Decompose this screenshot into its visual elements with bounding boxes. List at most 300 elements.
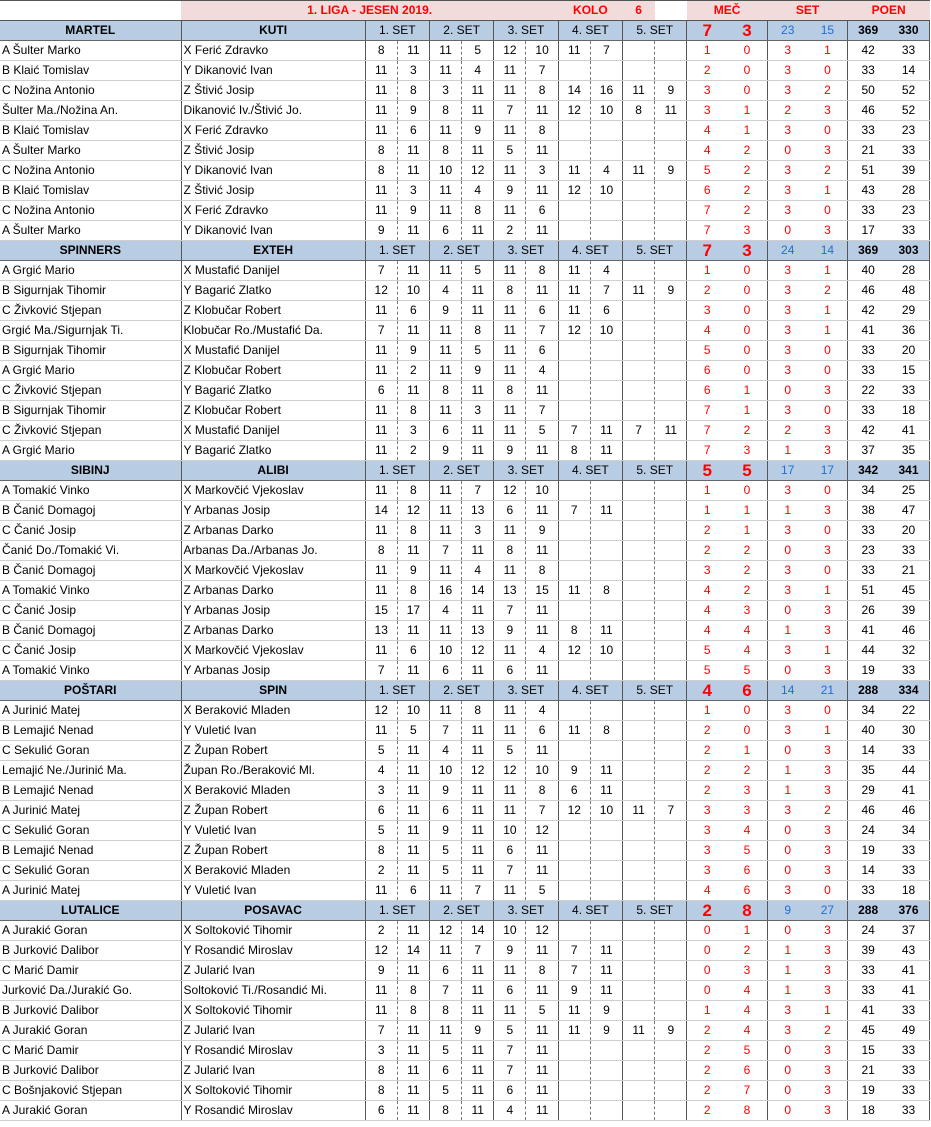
game-points-away: 33 — [888, 1101, 930, 1121]
away-player: Arbanas Da./Arbanas Jo. — [181, 541, 365, 561]
game-points-away: 25 — [888, 481, 930, 501]
set-score — [655, 721, 687, 741]
away-player: Y Arbanas Josip — [181, 661, 365, 681]
set-score: 6 — [526, 201, 558, 221]
game-sets-away: 1 — [808, 721, 848, 741]
set-score: 11 — [397, 741, 429, 761]
home-player: C Nožina Antonio — [0, 161, 181, 181]
game-sets-away: 3 — [808, 541, 848, 561]
game-row — [0, 581, 930, 601]
match-header-row — [0, 21, 930, 41]
set-score: 5 — [462, 341, 494, 361]
set-score: 7 — [365, 321, 397, 341]
running-match-home: 7 — [687, 421, 727, 441]
set-score: 11 — [494, 881, 526, 901]
away-player: Z Štivić Josip — [181, 141, 365, 161]
set-score: 9 — [494, 441, 526, 461]
set-score — [655, 1061, 687, 1081]
game-sets-away: 3 — [808, 441, 848, 461]
set-score: 7 — [494, 1061, 526, 1081]
running-match-home: 2 — [687, 781, 727, 801]
game-points-home: 51 — [848, 161, 888, 181]
running-match-away: 0 — [727, 41, 767, 61]
running-match-away: 0 — [727, 261, 767, 281]
match-total-home: 4 — [687, 681, 727, 701]
running-match-away: 4 — [727, 641, 767, 661]
game-points-home: 42 — [848, 301, 888, 321]
set-score: 11 — [623, 81, 655, 101]
set-score: 6 — [365, 381, 397, 401]
set-score: 11 — [526, 501, 558, 521]
set-score: 8 — [397, 401, 429, 421]
game-row — [0, 121, 930, 141]
game-sets-away: 3 — [808, 1041, 848, 1061]
set-score: 7 — [494, 861, 526, 881]
running-match-home: 6 — [687, 361, 727, 381]
set-score — [655, 701, 687, 721]
game-sets-home: 0 — [767, 741, 807, 761]
set-score: 11 — [623, 161, 655, 181]
game-row — [0, 261, 930, 281]
set-score — [558, 341, 590, 361]
set-score: 11 — [558, 261, 590, 281]
game-sets-away: 3 — [808, 661, 848, 681]
set-score: 7 — [526, 61, 558, 81]
game-sets-away: 3 — [808, 101, 848, 121]
set-score — [623, 141, 655, 161]
set-score: 11 — [623, 1021, 655, 1041]
set-score — [655, 641, 687, 661]
set-score: 11 — [397, 781, 429, 801]
set-score: 12 — [526, 821, 558, 841]
set-score: 8 — [397, 981, 429, 1001]
set-score — [590, 361, 622, 381]
away-player: Y Bagarić Zlatko — [181, 441, 365, 461]
set-score: 6 — [526, 301, 558, 321]
set-score — [590, 141, 622, 161]
set-score — [623, 501, 655, 521]
away-player: Y Vuletić Ivan — [181, 821, 365, 841]
running-match-home: 5 — [687, 641, 727, 661]
game-points-home: 34 — [848, 481, 888, 501]
set-score — [590, 601, 622, 621]
home-team-name: SPINNERS — [0, 241, 181, 261]
game-points-home: 46 — [848, 101, 888, 121]
set-score: 4 — [526, 641, 558, 661]
set-score: 11 — [397, 961, 429, 981]
set-score: 4 — [526, 361, 558, 381]
set-score: 14 — [462, 921, 494, 941]
game-row — [0, 281, 930, 301]
set-score — [623, 761, 655, 781]
set-score: 11 — [462, 81, 494, 101]
set-score: 11 — [623, 281, 655, 301]
set-score — [623, 121, 655, 141]
home-player: C Živković Stjepan — [0, 301, 181, 321]
set-score: 11 — [526, 941, 558, 961]
running-match-home: 2 — [687, 721, 727, 741]
set-score: 11 — [590, 441, 622, 461]
set-score: 2 — [397, 361, 429, 381]
running-match-away: 2 — [727, 421, 767, 441]
set-score: 11 — [462, 841, 494, 861]
set-score: 6 — [397, 641, 429, 661]
set-score: 11 — [397, 621, 429, 641]
set-score: 11 — [655, 101, 687, 121]
game-sets-home: 3 — [767, 81, 807, 101]
set-column-label: 4. SET — [558, 461, 622, 481]
game-points-home: 19 — [848, 661, 888, 681]
set-score: 11 — [558, 41, 590, 61]
game-points-home: 38 — [848, 501, 888, 521]
set-score: 10 — [590, 801, 622, 821]
set-score: 11 — [397, 1081, 429, 1101]
points-total-away: 376 — [888, 901, 930, 921]
set-score — [623, 721, 655, 741]
set-score: 8 — [397, 581, 429, 601]
set-column-label: 1. SET — [365, 461, 429, 481]
set-score — [655, 121, 687, 141]
home-player: Jurković Da./Jurakić Go. — [0, 981, 181, 1001]
set-column-label: 4. SET — [558, 901, 622, 921]
running-match-away: 3 — [727, 221, 767, 241]
set-score: 8 — [526, 561, 558, 581]
set-score — [655, 521, 687, 541]
game-sets-away: 3 — [808, 821, 848, 841]
game-points-away: 41 — [888, 981, 930, 1001]
away-team-name: KUTI — [181, 21, 365, 41]
set-score: 9 — [558, 761, 590, 781]
game-points-home: 22 — [848, 381, 888, 401]
set-score: 11 — [655, 421, 687, 441]
game-sets-home: 3 — [767, 1021, 807, 1041]
set-score — [558, 1101, 590, 1121]
set-score: 11 — [365, 561, 397, 581]
home-player: C Nožina Antonio — [0, 81, 181, 101]
set-score: 11 — [365, 361, 397, 381]
set-score: 11 — [462, 421, 494, 441]
set-score: 11 — [494, 361, 526, 381]
set-score: 9 — [590, 1021, 622, 1041]
running-match-away: 1 — [727, 401, 767, 421]
set-score — [623, 1081, 655, 1101]
running-match-home: 5 — [687, 161, 727, 181]
set-score: 11 — [397, 861, 429, 881]
set-column-label: 3. SET — [494, 21, 558, 41]
game-points-away: 49 — [888, 1021, 930, 1041]
game-points-away: 52 — [888, 81, 930, 101]
running-match-away: 1 — [727, 741, 767, 761]
set-score: 8 — [365, 1081, 397, 1101]
set-score: 5 — [429, 861, 461, 881]
game-row — [0, 101, 930, 121]
set-score: 8 — [494, 381, 526, 401]
away-player: X Beraković Mladen — [181, 781, 365, 801]
set-score: 11 — [365, 101, 397, 121]
set-score: 15 — [526, 581, 558, 601]
home-player: Lemajić Ne./Jurinić Ma. — [0, 761, 181, 781]
running-match-home: 2 — [687, 281, 727, 301]
set-score: 5 — [429, 1081, 461, 1101]
running-match-home: 1 — [687, 701, 727, 721]
set-score: 11 — [462, 1001, 494, 1021]
set-score: 3 — [397, 421, 429, 441]
game-sets-away: 3 — [808, 601, 848, 621]
set-score: 9 — [365, 961, 397, 981]
running-match-away: 2 — [727, 541, 767, 561]
set-score: 5 — [526, 881, 558, 901]
set-score: 10 — [429, 761, 461, 781]
game-sets-home: 3 — [767, 581, 807, 601]
set-score: 2 — [494, 221, 526, 241]
set-score — [590, 661, 622, 681]
set-score: 9 — [655, 81, 687, 101]
home-player: B Klaić Tomislav — [0, 61, 181, 81]
game-sets-away: 3 — [808, 381, 848, 401]
points-total-home: 342 — [848, 461, 888, 481]
set-score — [623, 741, 655, 761]
set-score: 11 — [365, 301, 397, 321]
set-score: 7 — [494, 1041, 526, 1061]
set-score: 11 — [462, 101, 494, 121]
set-score: 11 — [558, 1001, 590, 1021]
game-row — [0, 81, 930, 101]
game-sets-home: 3 — [767, 201, 807, 221]
game-points-away: 33 — [888, 661, 930, 681]
game-points-home: 42 — [848, 41, 888, 61]
set-score: 11 — [590, 421, 622, 441]
game-row — [0, 401, 930, 421]
set-score: 7 — [526, 321, 558, 341]
game-sets-home: 3 — [767, 721, 807, 741]
game-sets-home: 3 — [767, 321, 807, 341]
set-score: 9 — [429, 441, 461, 461]
set-score: 11 — [462, 141, 494, 161]
set-score: 13 — [462, 501, 494, 521]
set-score: 11 — [494, 701, 526, 721]
set-score: 11 — [429, 481, 461, 501]
game-row — [0, 761, 930, 781]
set-score — [655, 61, 687, 81]
set-score: 13 — [494, 581, 526, 601]
game-points-home: 41 — [848, 321, 888, 341]
game-sets-away: 2 — [808, 801, 848, 821]
set-score: 11 — [429, 621, 461, 641]
set-score: 11 — [494, 301, 526, 321]
game-row — [0, 641, 930, 661]
away-player: Z Klobučar Robert — [181, 301, 365, 321]
game-points-away: 33 — [888, 1081, 930, 1101]
running-match-home: 3 — [687, 801, 727, 821]
set-score: 11 — [462, 801, 494, 821]
set-score — [590, 861, 622, 881]
home-team-name: SIBINJ — [0, 461, 181, 481]
set-column-label: 3. SET — [494, 901, 558, 921]
game-row — [0, 441, 930, 461]
set-score: 12 — [558, 181, 590, 201]
home-player: A Šulter Marko — [0, 141, 181, 161]
set-score — [558, 1041, 590, 1061]
set-score: 11 — [494, 801, 526, 821]
set-score: 5 — [526, 421, 558, 441]
game-sets-away: 0 — [808, 361, 848, 381]
set-score: 11 — [494, 401, 526, 421]
away-team-name: EXTEH — [181, 241, 365, 261]
set-score — [655, 961, 687, 981]
set-score — [655, 841, 687, 861]
away-player: Y Dikanović Ivan — [181, 161, 365, 181]
game-row — [0, 921, 930, 941]
set-score: 12 — [462, 761, 494, 781]
game-sets-away: 1 — [808, 1001, 848, 1021]
game-row — [0, 961, 930, 981]
set-score: 11 — [429, 521, 461, 541]
set-score: 11 — [429, 41, 461, 61]
game-points-home: 19 — [848, 1081, 888, 1101]
set-score: 11 — [365, 1001, 397, 1021]
set-score: 9 — [397, 561, 429, 581]
set-score: 9 — [655, 161, 687, 181]
set-score — [558, 541, 590, 561]
game-sets-away: 3 — [808, 761, 848, 781]
running-match-home: 4 — [687, 621, 727, 641]
home-player: B Čanić Domagoj — [0, 561, 181, 581]
set-score: 5 — [526, 1001, 558, 1021]
game-points-away: 18 — [888, 881, 930, 901]
game-sets-away: 3 — [808, 501, 848, 521]
league-title: 1. LIGA - JESEN 2019. — [181, 1, 558, 21]
running-match-away: 5 — [727, 1041, 767, 1061]
set-score: 11 — [397, 41, 429, 61]
set-score: 14 — [558, 81, 590, 101]
set-score: 7 — [429, 721, 461, 741]
away-player: Z Župan Robert — [181, 741, 365, 761]
running-match-away: 2 — [727, 581, 767, 601]
away-player: Z Arbanas Darko — [181, 521, 365, 541]
set-score — [623, 481, 655, 501]
set-score — [655, 581, 687, 601]
away-player: Z Arbanas Darko — [181, 621, 365, 641]
game-sets-home: 3 — [767, 801, 807, 821]
set-score: 10 — [494, 821, 526, 841]
game-points-away: 21 — [888, 561, 930, 581]
home-player: Šulter Ma./Nožina An. — [0, 101, 181, 121]
set-score: 9 — [429, 781, 461, 801]
running-match-home: 4 — [687, 581, 727, 601]
game-row — [0, 601, 930, 621]
game-points-home: 46 — [848, 801, 888, 821]
game-sets-away: 1 — [808, 41, 848, 61]
set-score: 8 — [429, 1001, 461, 1021]
set-score: 8 — [429, 1101, 461, 1121]
set-score — [623, 401, 655, 421]
away-team-name: SPIN — [181, 681, 365, 701]
set-score — [655, 141, 687, 161]
running-match-home: 4 — [687, 141, 727, 161]
set-score: 11 — [365, 341, 397, 361]
home-player: A Jurakić Goran — [0, 1021, 181, 1041]
points-total-home: 369 — [848, 241, 888, 261]
set-score — [655, 1081, 687, 1101]
set-score: 11 — [526, 141, 558, 161]
set-score: 11 — [558, 301, 590, 321]
set-score: 8 — [397, 521, 429, 541]
set-score: 8 — [365, 1061, 397, 1081]
set-score: 11 — [494, 561, 526, 581]
set-score: 10 — [526, 761, 558, 781]
game-sets-away: 0 — [808, 481, 848, 501]
set-score: 9 — [462, 361, 494, 381]
set-score: 12 — [397, 501, 429, 521]
running-match-home: 6 — [687, 181, 727, 201]
set-column-label: 4. SET — [558, 681, 622, 701]
set-score: 8 — [462, 201, 494, 221]
game-sets-home: 3 — [767, 481, 807, 501]
game-row — [0, 621, 930, 641]
set-score: 11 — [462, 1101, 494, 1121]
set-score: 7 — [590, 41, 622, 61]
set-score: 10 — [429, 161, 461, 181]
set-score: 6 — [590, 301, 622, 321]
game-points-home: 44 — [848, 641, 888, 661]
set-score: 3 — [397, 61, 429, 81]
set-score: 3 — [429, 81, 461, 101]
kolo-number: 6 — [623, 1, 655, 21]
running-match-away: 1 — [727, 101, 767, 121]
game-points-away: 33 — [888, 861, 930, 881]
game-row — [0, 381, 930, 401]
game-points-away: 22 — [888, 701, 930, 721]
running-match-away: 5 — [727, 841, 767, 861]
home-player: Čanić Do./Tomakić Vi. — [0, 541, 181, 561]
set-score — [623, 961, 655, 981]
set-score — [623, 1001, 655, 1021]
running-match-away: 4 — [727, 621, 767, 641]
running-match-home: 2 — [687, 1041, 727, 1061]
set-score — [623, 921, 655, 941]
set-score — [655, 821, 687, 841]
set-score: 7 — [655, 801, 687, 821]
set-score — [623, 221, 655, 241]
set-score: 12 — [494, 761, 526, 781]
set-score: 11 — [462, 821, 494, 841]
game-points-away: 33 — [888, 841, 930, 861]
set-score: 11 — [429, 361, 461, 381]
home-player: Grgić Ma./Sigurnjak Ti. — [0, 321, 181, 341]
sets-total-away: 27 — [808, 901, 848, 921]
running-match-away: 6 — [727, 1061, 767, 1081]
game-sets-away: 2 — [808, 81, 848, 101]
running-match-home: 2 — [687, 761, 727, 781]
set-score: 5 — [429, 1041, 461, 1061]
set-score — [558, 141, 590, 161]
set-score — [623, 841, 655, 861]
running-match-away: 2 — [727, 181, 767, 201]
home-player: A Jurakić Goran — [0, 1101, 181, 1121]
home-team-name: LUTALICE — [0, 901, 181, 921]
set-score — [558, 521, 590, 541]
set-score — [623, 41, 655, 61]
set-score — [558, 381, 590, 401]
home-player: A Šulter Marko — [0, 221, 181, 241]
home-player: A Grgić Mario — [0, 261, 181, 281]
game-points-home: 51 — [848, 581, 888, 601]
match-total-home: 5 — [687, 461, 727, 481]
points-total-away: 330 — [888, 21, 930, 41]
home-player: C Živković Stjepan — [0, 421, 181, 441]
game-sets-away: 0 — [808, 401, 848, 421]
running-match-away: 7 — [727, 1081, 767, 1101]
